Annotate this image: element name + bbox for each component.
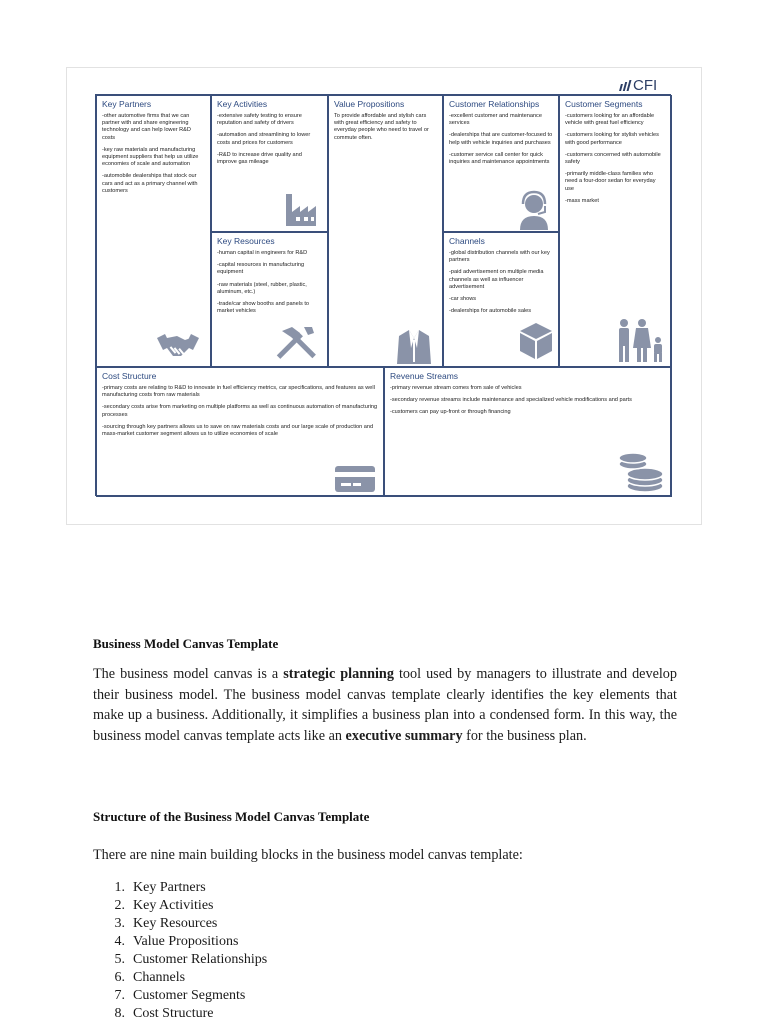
cfi-logo-text: CFI: [633, 77, 658, 94]
cell-item: -dealerships that are customer-focused to help with vehicle inquiries and purchases: [449, 132, 553, 146]
page-heading: Business Model Canvas Template: [93, 636, 279, 651]
cell-title: Key Resources: [217, 236, 275, 246]
list-text: Value Propositions: [133, 934, 239, 949]
cell-title: Customer Segments: [565, 99, 643, 109]
cell-item: -primary costs are relating to R&D to innovate in fuel efficiency metrics, car specifications, and features as well manufacturing costs from raw materials: [102, 385, 375, 399]
list-number: 3.: [114, 916, 125, 931]
list-number: 6.: [114, 970, 125, 985]
cell-item: -sourcing through key partners allows us to save on raw materials costs and our large scale of production and mass-market customer segment allows us to utilize economies of scale: [102, 423, 374, 438]
paragraph-text: There are nine main building blocks in the business model canvas template:: [93, 847, 523, 863]
cell-key-activities: [211, 95, 328, 232]
cfi-logo-icon: [620, 80, 630, 91]
list-item: [78, 879, 662, 897]
list-number: 2.: [114, 898, 125, 913]
cell-title: Key Partners: [102, 99, 152, 109]
business-model-canvas: [95, 94, 671, 496]
cell-customer-relationships: [443, 95, 559, 232]
cell-item: -human capital in engineers for R&D: [217, 250, 308, 256]
list-item: [78, 915, 662, 933]
cell-item: -primarily middle-class families who need a four-door sedan for everyday use: [565, 171, 656, 192]
list-text: Key Activities: [133, 898, 214, 913]
cell-item: -global distribution channels with our key partners: [449, 250, 550, 264]
cell-key-partners: [96, 95, 211, 367]
credit-card-icon: [333, 464, 377, 494]
cell-item: -extensive safety testing to ensure reputation and safety of drivers: [217, 113, 302, 127]
paragraph-text: for the business plan.: [462, 727, 587, 744]
cell-item: -key raw materials and manufacturing equipment suppliers that help us utilize economies of scale and automation: [102, 146, 199, 168]
list-number: 8.: [114, 1006, 125, 1021]
cell-title: Channels: [449, 236, 485, 246]
cell-title: Key Activities: [217, 99, 268, 109]
cell-item: -customer service call center for quick inquiries and maintenance appointments: [449, 151, 550, 166]
section-heading: Structure of the Business Model Canvas Template: [93, 809, 370, 824]
cell-title: Customer Relationships: [449, 99, 540, 109]
intro-paragraph: [93, 664, 677, 746]
list-item: [78, 1005, 662, 1023]
list-text: Channels: [133, 970, 186, 985]
building-blocks-list: [78, 879, 662, 1023]
cell-item: -dealerships for automobile sales: [449, 308, 532, 315]
list-text: Customer Relationships: [133, 952, 268, 967]
list-number: 4.: [114, 934, 125, 949]
cell-item: To provide affordable and stylish cars with great efficiency and safety to everyday people who need to travel or commute often.: [334, 113, 429, 141]
cell-item: -other automotive firms that we can partner with and share engineering technology and can help lower R&D costs: [102, 113, 191, 141]
hammer-icon: [274, 323, 320, 363]
list-text: Cost Structure: [133, 1006, 214, 1021]
cell-item: -R&D to increase drive quality and improve gas mileage: [217, 151, 302, 166]
cell-title: Revenue Streams: [390, 371, 459, 381]
cell-item: -mass market: [565, 197, 599, 204]
box-icon: [518, 321, 554, 361]
list-item: [78, 897, 662, 915]
list-text: Key Partners: [133, 880, 206, 895]
cell-item: -customers looking for stylish vehicles with good performance: [565, 132, 659, 146]
paragraph-text: tool used by managers to illustrate and develop their business model. The business model canvas template clearly identifies the key elements that make up a business. Additionally, it simplifies a business plan into a condensed form. In this way, the business model canvas template acts like an: [93, 666, 677, 744]
list-number: 7.: [114, 988, 125, 1003]
paragraph-text: The business model canvas is a: [93, 666, 284, 682]
list-number: 1.: [114, 880, 125, 895]
list-item: [78, 987, 662, 1005]
list-item: [78, 969, 662, 987]
section-heading-structure: [93, 809, 677, 825]
cfi-logo: [620, 77, 657, 94]
bold-term-strategic-planning[interactable]: strategic planning: [283, 666, 394, 682]
cell-revenue-streams: [384, 367, 672, 497]
cell-value-propositions: [328, 95, 443, 367]
headset-icon: [516, 190, 552, 230]
family-icon: [614, 318, 666, 364]
section-heading-bmc-template: [93, 636, 677, 652]
cell-item: -automobile dealerships that stock our cars and act as a primary channel with customers: [102, 173, 198, 194]
factory-icon: [282, 190, 320, 228]
structure-paragraph: [93, 845, 677, 866]
cell-item: -raw materials (steel, rubber, plastic, aluminum, etc.): [217, 281, 307, 295]
cell-item: -customers concerned with automobile safety: [565, 151, 661, 166]
cell-item: -automation and streamlining to lower costs and prices for customers: [217, 132, 311, 146]
cell-item: -excellent customer and maintenance services: [449, 113, 542, 127]
cell-item: -capital resources in manufacturing equipment: [217, 262, 305, 276]
cell-item: -car shows: [449, 296, 477, 303]
cell-cost-structure: [96, 367, 384, 497]
cell-customer-segments: [559, 95, 672, 367]
cell-title: Cost Structure: [102, 371, 157, 381]
cell-item: -customers can pay up-front or through financing: [390, 409, 511, 416]
cell-item: -trade/car show booths and panels to market vehicles: [217, 301, 310, 315]
list-item: [78, 951, 662, 969]
bold-term-executive-summary[interactable]: executive summary: [345, 727, 463, 744]
cell-item: -secondary costs arise from marketing on multiple platforms as well as continuous automation of manufacturing processes: [102, 404, 378, 418]
list-item: [78, 933, 662, 951]
cell-item: -secondary revenue streams include maintenance and specialized vehicle modifications and parts: [390, 397, 632, 404]
cell-channels: [443, 232, 559, 367]
cell-title: Value Propositions: [334, 99, 405, 109]
suit-icon: [395, 324, 433, 364]
handshake-icon: [155, 328, 201, 362]
cell-item: -paid advertisement on multiple media channels as well as influencer advertisement: [449, 269, 544, 290]
cell-key-resources: [211, 232, 328, 367]
list-text: Key Resources: [133, 916, 218, 931]
cell-item: -customers looking for an affordable vehicle with great fuel efficiency: [565, 113, 655, 127]
list-text: Customer Segments: [133, 988, 246, 1003]
cell-item: -primary revenue stream comes from sale of vehicles: [390, 385, 522, 391]
coins-icon: [615, 450, 667, 494]
list-number: 5.: [114, 952, 125, 967]
